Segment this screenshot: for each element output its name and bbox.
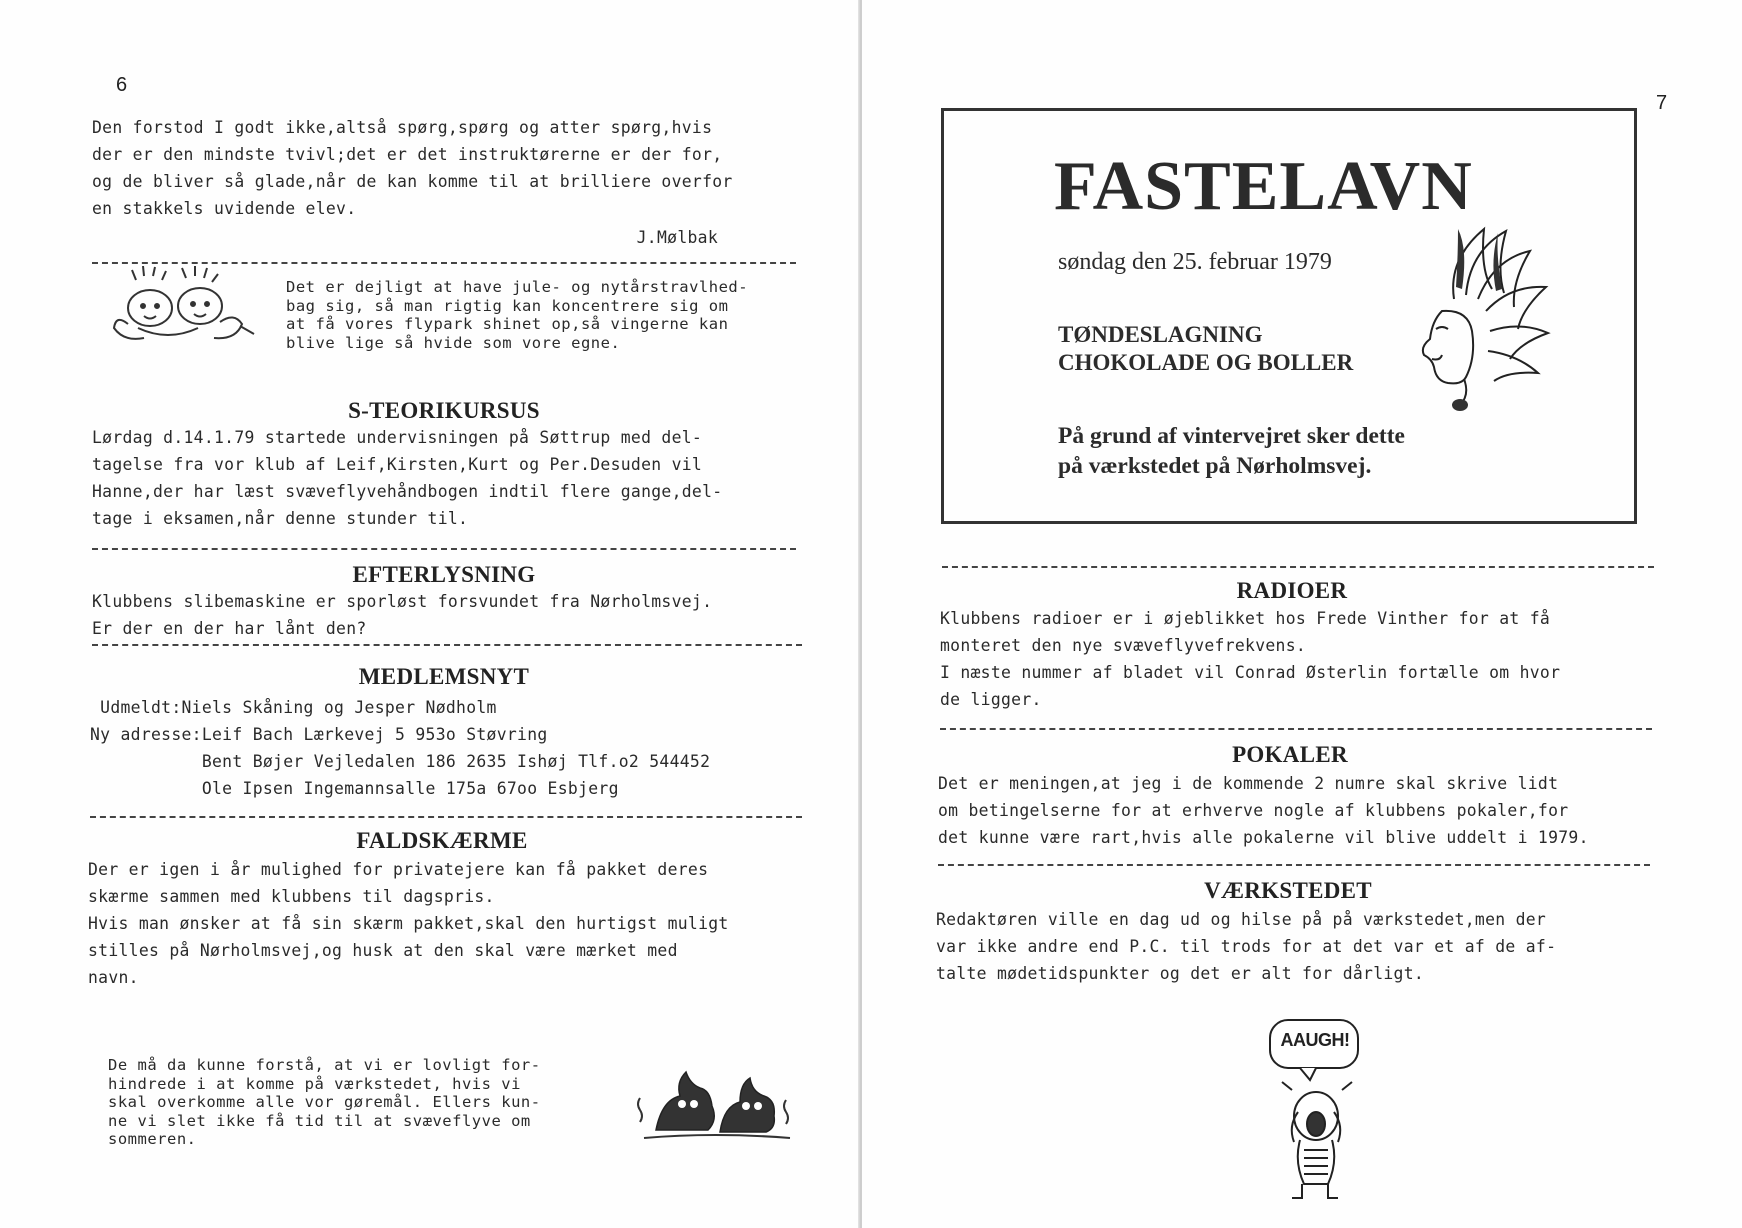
heading-pokaler: POKALER bbox=[1232, 742, 1348, 767]
creatures-illustration bbox=[636, 1052, 796, 1142]
page-number: 6 bbox=[116, 74, 128, 96]
radioer-text: Klubbens radioer er i øjeblikket hos Frede Vinther for at få monteret den nye svæveflyvefrekvens. I næste nummer af bladet vil Conrad Østerlin fortælle om hvor de ligger. bbox=[940, 609, 1561, 709]
chief-headdress-illustration bbox=[1414, 219, 1554, 415]
divider bbox=[942, 566, 1654, 568]
intro-paragraph: Den forstod I godt ikke,altså spørg,spørg og atter spørg,hvis der er den mindste tvivl;det er det instruktørerne er der for, og de bliver så glade,når de kan komme til at brilliere overfor en stakkels uvidende elev. bbox=[92, 118, 733, 218]
advert-line-2: CHOKOLADE OG BOLLER bbox=[1058, 350, 1354, 375]
page-number: 7 bbox=[1656, 92, 1668, 114]
divider bbox=[92, 548, 796, 550]
pokaler-text: Det er meningen,at jeg i de kommende 2 numre skal skrive lidt om betingelserne for at erhverve nogle af klubbens pokaler,for det kunne være rart,hvis alle pokalerne vil blive uddelt i 1979. bbox=[938, 774, 1589, 847]
heading-faldskaerme: FALDSKÆRME bbox=[356, 828, 528, 853]
heading-medlemsnyt: MEDLEMSNYT bbox=[358, 664, 530, 689]
left-page bbox=[0, 0, 860, 1228]
speech-bubble-text: AAUGH! bbox=[1280, 1030, 1350, 1050]
heading-teorikursus: S-TEORIKURSUS bbox=[348, 398, 540, 423]
efterlysning-text: Klubbens slibemaskine er sporløst forsvundet fra Nørholmsvej. Er der en der har lånt den? bbox=[92, 592, 713, 638]
advert-title: FASTELAVN bbox=[1054, 148, 1473, 225]
advert-line-1: TØNDESLAGNING bbox=[1058, 322, 1263, 347]
advert-note: På grund af vintervejret sker dette på værkstedet på Nørholmsvej. bbox=[1058, 423, 1405, 479]
angels-caption: Det er dejligt at have jule- og nytårstravlhed- bag sig, så man rigtig kan koncentrere sig om at få vores flypark shinet op,så vingerne kan blive lige så hvide som vore egne. bbox=[286, 278, 749, 352]
heading-efterlysning: EFTERLYSNING bbox=[352, 562, 536, 587]
divider bbox=[938, 864, 1650, 866]
divider bbox=[940, 728, 1652, 730]
divider bbox=[92, 262, 796, 264]
vaerkstedet-text: Redaktøren ville en dag ud og hilse på på værkstedet,men der var ikke andre end P.C. til trods for at det var et af de af- talte mødetidspunkter og det er alt for dårligt. bbox=[936, 910, 1557, 983]
divider bbox=[92, 644, 802, 646]
heading-radioer: RADIOER bbox=[1236, 578, 1348, 603]
faldskaerme-text: Der er igen i år mulighed for privatejere kan få pakket deres skærme sammen med klubbens til dagspris. Hvis man ønsker at få sin skærm pakket,skal den hurtigst muligt stilles på Nørholmsvej,og husk at den skal være mærket med navn. bbox=[88, 860, 729, 987]
medlemsnyt-text: Udmeldt:Niels Skåning og Jesper Nødholm Ny adresse:Leif Bach Lærkevej 5 953o Støvring Bent Bøjer Vejledalen 186 2635 Ishøj Tlf.o2 544452 Ole Ipsen Ingemannsalle 175a 67oo Esbjerg bbox=[90, 698, 711, 798]
screaming-character-illustration bbox=[1262, 1016, 1372, 1206]
teorikursus-text: Lørdag d.14.1.79 startede undervisningen på Søttrup med del- tagelse fra vor klub af Leif,Kirsten,Kurt og Per.Desuden vil Hanne,der har læst svæveflyvehåndbogen indtil flere gange,del- tage i eksamen,når denne stunder til. bbox=[92, 428, 723, 528]
advert-date: søndag den 25. februar 1979 bbox=[1058, 249, 1332, 275]
heading-vaerkstedet: VÆRKSTEDET bbox=[1204, 878, 1372, 903]
fastelavn-advert bbox=[941, 108, 1637, 524]
intro-signature: J.Mølbak bbox=[636, 228, 718, 247]
footer-caption: De må da kunne forstå, at vi er lovligt for- hindrede i at komme på værkstedet, hvis vi skal overkomme alle vor gøremål. Ellers kun- ne vi slet ikke få tid til at svæveflyve om sommeren. bbox=[108, 1056, 541, 1148]
divider bbox=[90, 816, 802, 818]
angels-illustration bbox=[108, 266, 268, 346]
